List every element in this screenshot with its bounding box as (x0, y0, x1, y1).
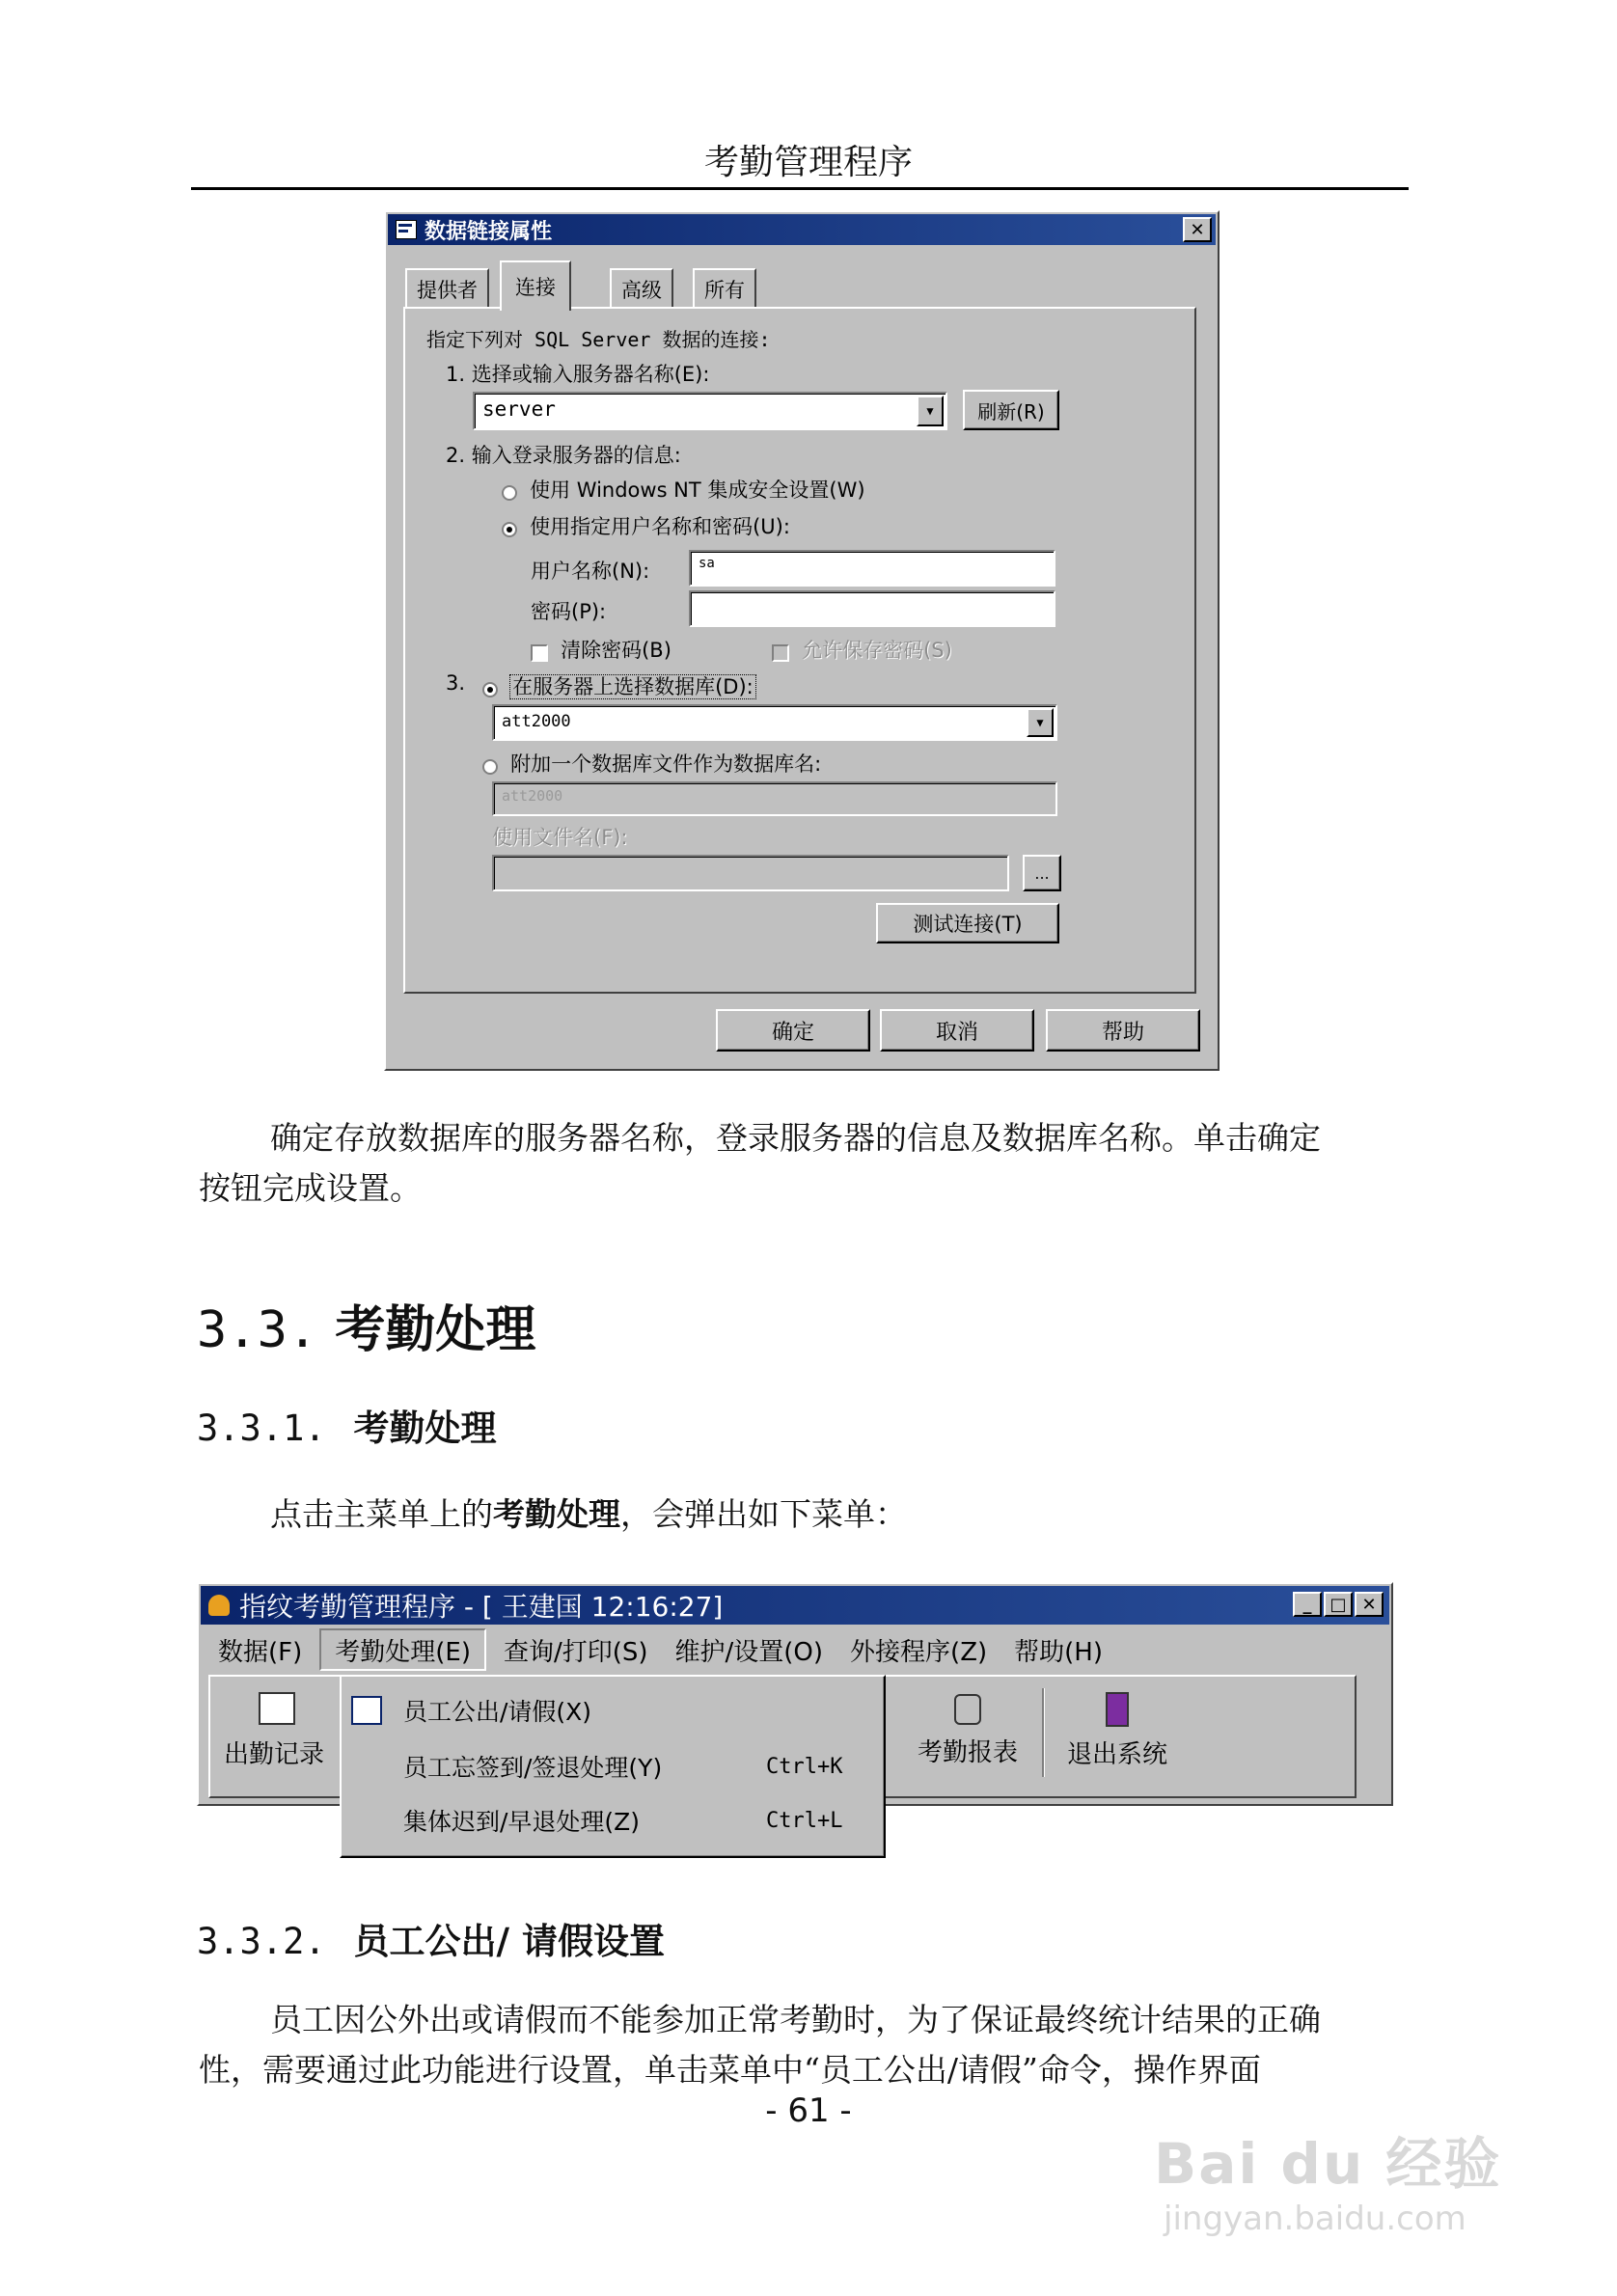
tab-panel (403, 307, 1196, 994)
subsection-2-heading (197, 1912, 665, 1964)
database-value: att2000 (502, 712, 571, 731)
paragraph-2-bold: 考勤处理 (493, 1495, 620, 1533)
toolbar-report-label: 考勤报表 (917, 1738, 1018, 1767)
refresh-button[interactable]: 刷新(R) (963, 390, 1059, 430)
exit-door-icon (1106, 1692, 1129, 1727)
paragraph-3-line-1: 员工因公外出或请假而不能参加正常考勤时，为了保证最终统计结果的正确 (270, 2001, 1321, 2038)
radio-attach-db-label: 附加一个数据库文件作为数据库名: (510, 752, 822, 776)
browse-button[interactable]: ... (1023, 855, 1061, 891)
radio-nt-auth-circle[interactable] (502, 485, 517, 501)
toolbar-divider (1042, 1688, 1045, 1777)
submenu-forgot-sign-label: 员工忘签到/签退处理(Y) (403, 1754, 663, 1782)
baidu-watermark (1154, 2118, 1501, 2238)
radio-attach-db[interactable] (482, 749, 821, 778)
radio-user-auth[interactable] (502, 511, 790, 540)
password-field[interactable] (689, 590, 1055, 627)
toolbar-exit[interactable] (1050, 1686, 1185, 1783)
submenu-leave-label: 员工公出/请假(X) (403, 1698, 592, 1726)
menu-plugins[interactable]: 外接程序(Z) (850, 1637, 988, 1667)
server-combobox[interactable] (473, 392, 947, 430)
cancel-button[interactable]: 取消 (880, 1009, 1034, 1052)
paragraph-3 (199, 1995, 1424, 2095)
app-logo-icon (208, 1595, 230, 1616)
data-link-dialog (384, 210, 1220, 1071)
attendance-submenu (340, 1675, 886, 1858)
allow-save-password-label: 允许保存密码(S) (802, 639, 952, 662)
watermark-line-2: jingyan.baidu.com (1164, 2200, 1466, 2238)
paragraph-1-line-2: 按钮完成设置。 (199, 1169, 422, 1207)
tab-all-label: 所有 (704, 279, 745, 302)
step3-prefix: 3. (446, 671, 466, 695)
submenu-leave[interactable] (342, 1686, 884, 1735)
filename-label: 使用文件名(F): (492, 826, 628, 849)
paragraph-2-post: ，会弹出如下菜单： (620, 1495, 907, 1533)
test-connection-button[interactable]: 测试连接(T) (876, 903, 1059, 943)
subsection-1-heading (197, 1399, 497, 1451)
toolbar-exit-label: 退出系统 (1066, 1740, 1167, 1769)
menu-bar (205, 1628, 1116, 1671)
menu-attendance[interactable]: 考勤处理(E) (319, 1628, 486, 1671)
close-icon[interactable]: ✕ (1355, 1592, 1384, 1617)
username-label: 用户名称(N): (531, 560, 650, 583)
leave-icon (351, 1696, 382, 1725)
paragraph-3-line-2: 性，需要通过此功能进行设置，单击菜单中“员工公出/请假”命令，操作界面 (199, 2051, 1261, 2089)
clear-password-checkbox[interactable] (531, 635, 671, 664)
radio-select-db[interactable] (482, 671, 755, 700)
server-value: server (482, 397, 556, 421)
dialog-titlebar[interactable] (388, 214, 1216, 245)
username-field[interactable]: sa (689, 550, 1055, 587)
app-icon (396, 220, 417, 239)
help-button[interactable]: 帮助 (1046, 1009, 1200, 1052)
radio-user-auth-circle[interactable] (502, 522, 517, 537)
step1-label: 1. 选择或输入服务器名称(E): (446, 363, 710, 386)
submenu-group-late-shortcut: Ctrl+L (766, 1808, 843, 1833)
radio-user-auth-label: 使用指定用户名称和密码(U): (530, 515, 790, 538)
tab-all[interactable] (693, 268, 756, 309)
report-icon (954, 1694, 981, 1725)
record-icon (259, 1692, 295, 1725)
minimize-icon[interactable]: _ (1293, 1592, 1322, 1617)
tab-advanced[interactable] (610, 268, 673, 309)
watermark-line-1: Bai du 经验 (1154, 2131, 1502, 2197)
menu-maintenance[interactable]: 维护/设置(O) (674, 1637, 824, 1667)
toolbar-report[interactable] (905, 1686, 1030, 1783)
subsection-1-title: 考勤处理 (353, 1408, 497, 1449)
paragraph-1 (199, 1113, 1424, 1214)
section-heading (197, 1289, 535, 1361)
tab-connection-label: 连接 (515, 276, 556, 299)
toolbar-attendance-record-label: 出勤记录 (224, 1740, 325, 1769)
clear-password-label: 清除密码(B) (561, 639, 671, 662)
chevron-down-icon[interactable]: ▼ (917, 396, 944, 426)
paragraph-2-pre: 点击主菜单上的 (270, 1495, 493, 1533)
section-title: 考勤处理 (335, 1301, 536, 1359)
clear-password-box[interactable] (531, 644, 548, 662)
maximize-icon[interactable]: □ (1324, 1592, 1353, 1617)
menu-query-print[interactable]: 查询/打印(S) (503, 1637, 648, 1667)
allow-save-password-checkbox (772, 635, 952, 664)
menu-help[interactable]: 帮助(H) (1014, 1637, 1103, 1667)
filename-field (492, 855, 1009, 891)
page-header-title: 考勤管理程序 (703, 143, 913, 182)
section-number: 3.3. (197, 1301, 318, 1359)
dialog-title: 数据链接属性 (425, 219, 553, 244)
paragraph-1-line-1: 确定存放数据库的服务器名称，登录服务器的信息及数据库名称。单击确定 (270, 1119, 1321, 1157)
radio-attach-db-circle[interactable] (482, 759, 498, 775)
tab-provider-label: 提供者 (417, 279, 478, 302)
menu-data[interactable]: 数据(F) (218, 1637, 303, 1667)
header-rule (191, 187, 1409, 190)
database-combobox[interactable] (492, 704, 1057, 741)
app-titlebar[interactable] (201, 1586, 1389, 1625)
radio-nt-auth[interactable] (502, 475, 865, 504)
toolbar-attendance-record[interactable] (224, 1686, 330, 1783)
submenu-forgot-sign-shortcut: Ctrl+K (766, 1754, 843, 1779)
radio-select-db-label: 在服务器上选择数据库(D): (512, 675, 754, 698)
attach-db-name-field: att2000 (492, 781, 1057, 816)
app-title: 指纹考勤管理程序 - [ 王建国 12:16:27] (239, 1591, 724, 1623)
ok-button[interactable]: 确定 (716, 1009, 870, 1052)
close-icon[interactable]: ✕ (1183, 217, 1212, 242)
connection-intro: 指定下列对 SQL Server 数据的连接: (426, 328, 771, 351)
chevron-down-icon[interactable]: ▼ (1027, 708, 1054, 737)
radio-select-db-circle[interactable] (482, 682, 498, 697)
subsection-1-number: 3.3.1. (197, 1408, 326, 1449)
tab-provider[interactable] (405, 268, 489, 309)
tab-connection[interactable] (500, 260, 571, 311)
page-number: - 61 - (765, 2091, 852, 2130)
subsection-2-number: 3.3.2. (197, 1921, 326, 1962)
allow-save-password-box (772, 644, 789, 662)
subsection-2-title: 员工公出/ 请假设置 (353, 1921, 665, 1962)
submenu-group-late-label: 集体迟到/早退处理(Z) (403, 1808, 641, 1836)
submenu-group-late[interactable] (342, 1796, 884, 1845)
radio-nt-auth-label: 使用 Windows NT 集成安全设置(W) (530, 478, 865, 502)
tab-advanced-label: 高级 (621, 279, 662, 302)
step2-label: 2. 输入登录服务器的信息: (446, 444, 681, 467)
submenu-forgot-sign[interactable] (342, 1742, 884, 1790)
paragraph-2 (270, 1490, 907, 1540)
password-label: 密码(P): (531, 600, 607, 623)
